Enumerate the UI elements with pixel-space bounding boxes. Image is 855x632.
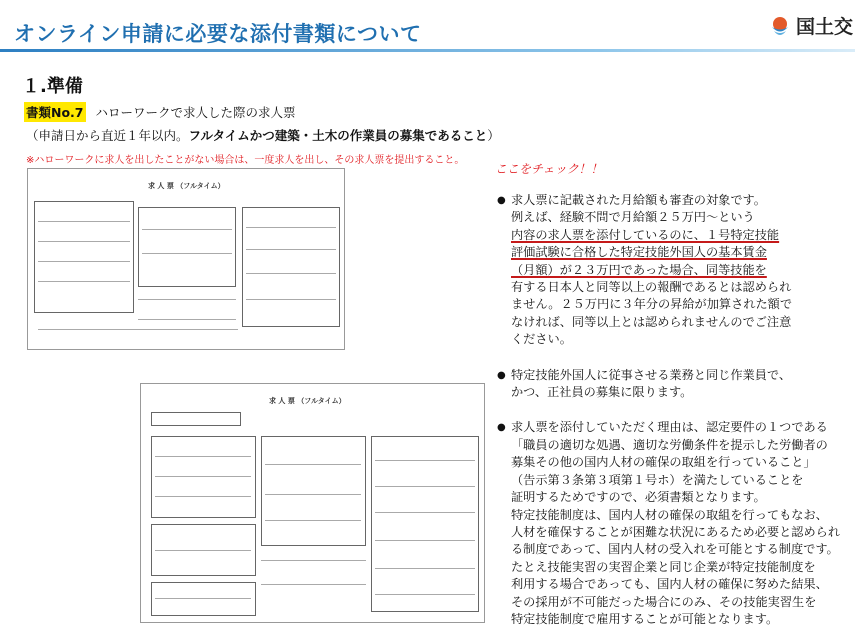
bullet-line: 募集その他の国内人材の確保の取組を行っていること」	[511, 455, 816, 470]
bullet-line-underlined: （月額）が２３万円であった場合、同等技能を	[511, 262, 767, 277]
bullet-line: 特定技能制度は、国内人材の確保の取組を行ってもなお、	[511, 507, 828, 522]
bullet-line-underlined: 内容の求人票を添付しているのに、１号特定技能	[511, 227, 780, 242]
mlit-logo-icon	[769, 14, 791, 38]
bullet-reason	[497, 419, 842, 628]
condition-suffix: ）	[487, 128, 500, 143]
bullet-line: ません。２５万円に３年分の昇給が加算された額で	[511, 297, 793, 312]
check-label: ここをチェック！！	[495, 162, 603, 176]
form1-line	[142, 253, 232, 254]
form2-line	[155, 456, 251, 457]
form2-left-block-3	[151, 582, 256, 616]
bullet-line: ● 求人票を添付していただく理由は、認定要件の１つである	[511, 420, 828, 435]
explanation-bullets	[497, 192, 842, 632]
form2-line	[261, 584, 366, 585]
form1-left-block	[34, 201, 134, 313]
form2-line	[155, 598, 251, 599]
form2-mid-block	[261, 436, 366, 546]
form2-line	[265, 464, 361, 465]
form1-line	[246, 273, 336, 274]
form2-title: 求 人 票 （フルタイム）	[269, 397, 346, 405]
form1-right-block	[242, 207, 340, 327]
form2-right-block	[371, 436, 479, 612]
job-offer-form-sample-1	[27, 168, 345, 350]
form1-line	[138, 299, 236, 300]
form2-line	[265, 494, 361, 495]
form2-line	[155, 476, 251, 477]
bullet-line: ● 求人票に記載された月給額も審査の対象です。	[511, 193, 766, 207]
form2-line	[261, 560, 366, 561]
bullet-line: 特定技能制度で雇用することが可能となります。	[511, 611, 779, 626]
form2-line	[375, 486, 475, 487]
form2-line	[265, 520, 361, 521]
job-offer-form-sample-2	[140, 383, 485, 623]
bullet-line: 「職員の適切な処遇、適切な労働条件を提示した労働者の	[511, 437, 828, 452]
form1-line	[38, 241, 130, 242]
form2-line	[155, 496, 251, 497]
form1-line	[38, 281, 130, 282]
bullet-line: 人材を確保することが困難な状況にあるため必要と認められ	[511, 524, 841, 539]
bullet-line-underlined: 評価試験に合格した特定技能外国人の基本賃金	[511, 245, 767, 260]
form1-line	[142, 229, 232, 230]
bullet-line: ください。	[511, 332, 572, 347]
header-divider	[0, 49, 855, 52]
bullet-monthly-pay	[497, 192, 842, 349]
document-name: ハローワークで求人した際の求人票	[95, 105, 296, 120]
bullet-line: る制度であって、国内人材の受入れを可能とする制度です。	[511, 542, 839, 557]
form2-company-box	[151, 412, 241, 426]
bullet-line: （告示第３条第３項第１号ホ）を満たしていることを	[511, 472, 804, 487]
form1-line	[246, 299, 336, 300]
document-number-row	[24, 102, 296, 122]
logo-text: 国土交	[795, 16, 853, 38]
page-title: オンライン申請に必要な添付書類について	[14, 22, 422, 46]
bullet-line: かつ、正社員の募集に限ります。	[511, 385, 693, 400]
form1-title: 求 人 票 （フルタイム）	[148, 182, 225, 190]
bullet-line: なければ、同等以上とは認められませんのでご注意	[511, 314, 792, 329]
form2-line	[155, 550, 251, 551]
condition-bold: フルタイムかつ建築・土木の作業員の募集であること	[188, 128, 488, 143]
form2-line	[375, 540, 475, 541]
form1-mid-block	[138, 207, 236, 287]
bullet-line: 証明するためですので、必須書類となります。	[511, 490, 766, 505]
form2-line	[375, 512, 475, 513]
bullet-line: 利用する場合であっても、国内人材の確保に努めた結果、	[511, 577, 828, 592]
bullet-line: たとえ技能実習の実習企業と同じ企業が特定技能制度を	[511, 559, 816, 574]
section-title: １.準備	[22, 76, 83, 97]
form1-line	[246, 227, 336, 228]
form1-line	[246, 249, 336, 250]
condition-prefix: （申請日から直近１年以内。	[26, 128, 189, 143]
form1-line	[38, 261, 130, 262]
bullet-line: 有する日本人と同等以上の報酬であるとは認められ	[511, 280, 792, 295]
mlit-logo	[769, 12, 853, 39]
form2-line	[375, 568, 475, 569]
bullet-line: ● 特定技能外国人に従事させる業務と同じ作業員で、	[511, 367, 792, 382]
document-condition	[26, 126, 500, 144]
form2-line	[375, 460, 475, 461]
warning-note: ※ハローワークに求人を出したことがない場合は、一度求人を出し、その求人票を提出すること。	[26, 155, 465, 166]
form2-line	[375, 594, 475, 595]
bullet-line: その採用が不可能だった場合にのみ、その技能実習生を	[511, 594, 817, 609]
page-header	[0, 0, 855, 62]
bullet-line: 例えば、経験不問で月給額２５万円～という	[511, 210, 755, 225]
document-number-badge: 書類No.7	[24, 102, 86, 122]
form1-line	[38, 329, 238, 330]
form1-line	[138, 319, 236, 320]
form1-line	[38, 221, 130, 222]
bullet-same-work	[497, 367, 842, 402]
form2-left-block	[151, 436, 256, 518]
